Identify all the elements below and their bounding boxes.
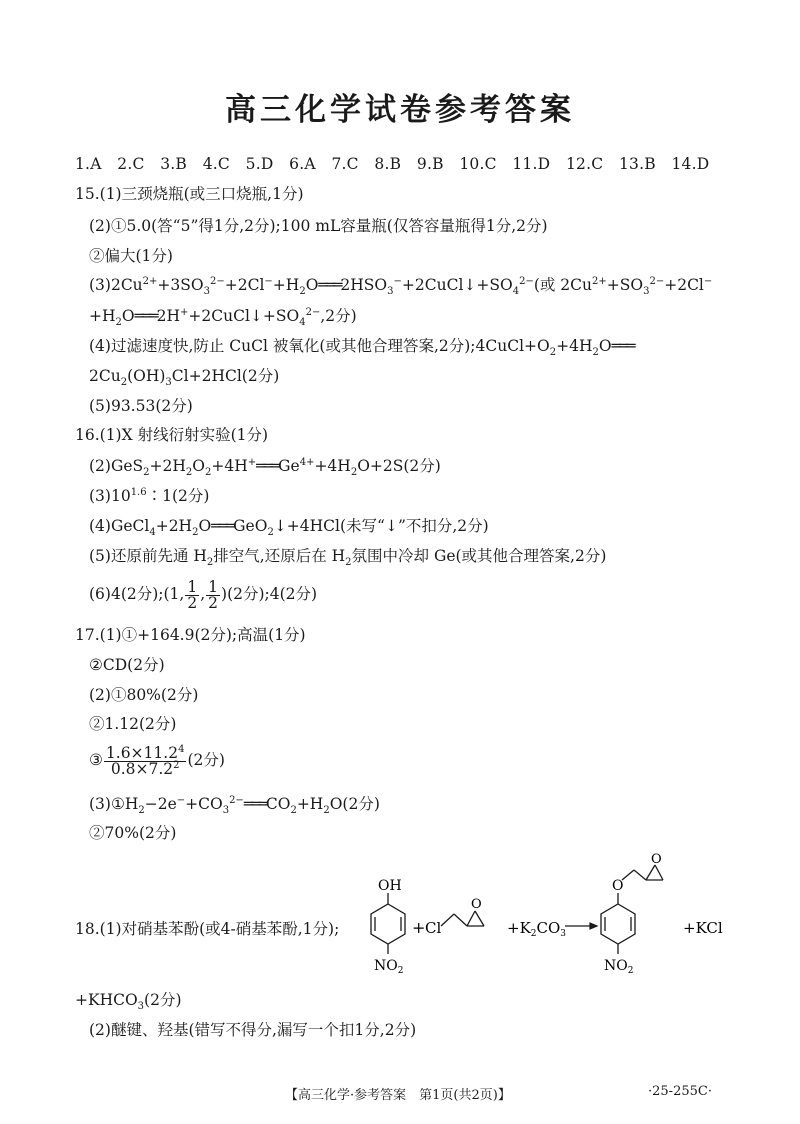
plus-sign-1: + [412,918,426,937]
footer-page-info: 【高三化学·参考答案 第1页(共2页)】 [285,1088,511,1103]
oh-label: OH [378,878,402,894]
q15-line3: ②偏大(1分) [89,247,173,265]
fraction-half-2: $\frac{1}{2}$ [208,577,219,612]
q16-line3: $(3)10^{1.6}∶1(2$分) [89,486,210,505]
k2co3-label: $+K_2CO_3$ [507,919,567,939]
q18-line2: $+KHCO_3(2$分) [75,991,182,1013]
page-title: 高三化学试卷参考答案 [225,92,575,128]
q15-line5: $+H_2O═══2H^++2CuCl↓+SO_4^{2-},2$分) [89,306,357,329]
q16-line5: (5)还原前先通 $H_2$排空气,还原后在 $H_2$氛围中冷却 Ge(或其他合理答案,2分) [89,547,607,569]
q17-line3: (2)①80%(2分) [89,686,199,704]
fraction-half-1: $\frac{1}{2}$ [187,577,198,612]
q16-line6: (6)4(2分);(1, $\frac{1}{2}$ , $\frac{1}{2}$ )(2分);4(2分) [89,577,318,612]
p-nitrophenol-structure [371,893,405,954]
q18-reaction-scheme [350,850,740,985]
q15-line4: $(3)2Cu^{2+}+3SO_3^{2-}+2Cl^-+H_2O═══2HSO_3^-+2CuCl↓+SO_4^{2-}$(或 $2Cu^{2+}+SO_3^{2-}+2Cl^-$ [89,275,713,298]
q15-line7: $2Cu_2(OH)_3Cl+2HCl(2$分) [89,367,280,389]
kp-fraction: $\frac{1.6\times 11.2^4}{0.8\times 7.2^2}$ [105,743,185,778]
ether-o-label: O [612,878,624,894]
q15-line2: (2)①5.0(答“5”得1分,2分);100 mL容量瓶(仅答容量瓶得1分,2分) [89,217,548,235]
cl-label: Cl [425,919,442,937]
mc-answers: 1.A 2.C 3.B 4.C 5.D 6.A 7.C 8.B 9.B 10.C 11.D 12.C 13.B 14.D [75,155,710,173]
q17-line6: $(3)①H_2-2e^-+CO_3^{2-}═══CO_2+H_2O(2$分) [89,794,380,817]
q15-line1: 15.(1)三颈烧瓶(或三口烧瓶,1分) [75,185,304,203]
q17-line4: ②1.12(2分) [89,715,177,733]
q17-line1: 17.(1)①+164.9(2分);高温(1分) [75,626,306,644]
epoxide-o-label-2: O [651,852,662,867]
q15-line8: (5)93.53(2分) [89,397,193,415]
epichlorohydrin-structure [441,911,484,926]
reaction-arrow [565,923,597,929]
q16-line4: $(4)GeCl_4+2H_2O═══GeO_2↓+4HCl$(未写“↓”不扣分,2分) [89,517,489,539]
no2-label-1: $NO_2$ [374,958,404,976]
q18-line3: (2)醚键、羟基(错写不得分,漏写一个扣1分,2分) [89,1021,417,1039]
no2-label-2: $NO_2$ [604,958,634,976]
q15-line6: (4)过滤速度快,防止 CuCl 被氧化(或其他合理答案,2分)$;4CuCl+O_2+4H_2O═══$ [89,337,634,359]
footer-code: ·25-255C· [648,1084,712,1099]
q17-line5: ③ $\frac{1.6\times 11.2^4}{0.8\times 7.2^2}$ (2分) [89,743,225,778]
q16-line1: 16.(1)X 射线衍射实验(1分) [75,426,269,444]
q17-line2: ②CD(2分) [89,656,165,674]
q16-line2: $(2)GeS_2+2H_2O_2+4H^+═══Ge^{4+}+4H_2O+2S(2$分) [89,456,441,479]
q18-line1: 18.(1)对硝基苯酚(或4-硝基苯酚,1分); [75,920,340,938]
product-structure [601,865,663,954]
q17-line7: ②70%(2分) [89,824,177,842]
epoxide-o-label-1: O [471,897,482,912]
kcl-label: +KCl [683,919,723,937]
